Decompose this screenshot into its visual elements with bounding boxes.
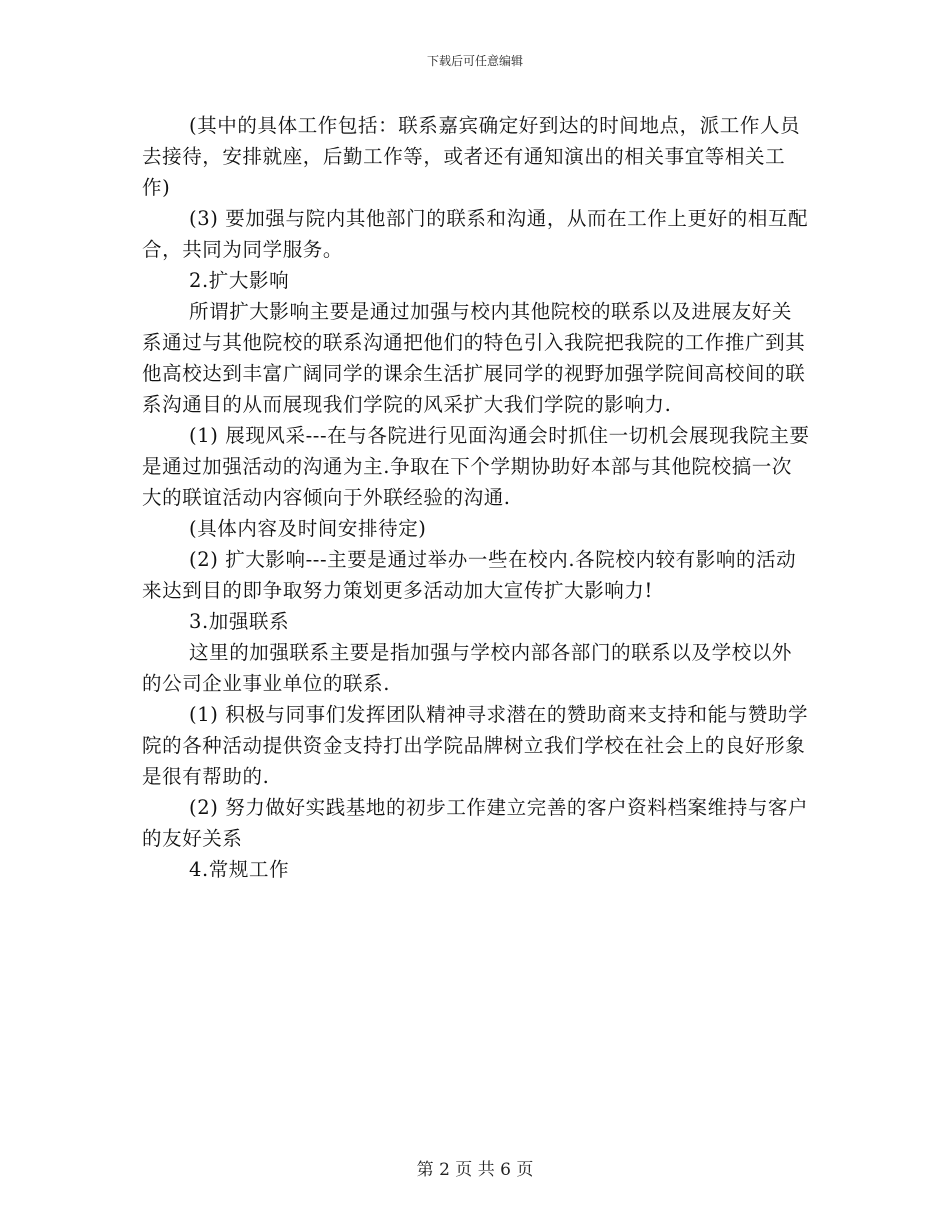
paragraph-item-1-sponsors: (1) 积极与同事们发挥团队精神寻求潜在的赞助商来支持和能与赞助学院的各种活动提供资金支持打出学院品牌树立我们学校在社会上的良好形象是很有帮助的. <box>142 703 809 788</box>
paragraph-item-2-influence: (2) 扩大影响---主要是通过举办一些在校内.各院校内较有影响的活动来达到目的即争取努力策划更多活动加大宣传扩大影响力! <box>142 548 797 602</box>
section-heading-2: 2.扩大影响 <box>189 269 290 292</box>
paragraph-contact-intro: 这里的加强联系主要是指加强与学校内部各部门的联系以及学校以外的公司企业事业单位的联系. <box>142 641 793 695</box>
paragraph-influence-intro: 所谓扩大影响主要是通过加强与校内其他院校的联系以及进展友好关系通过与其他院校的联系沟通把他们的特色引入我院把我院的工作推广到其他高校达到丰富广阔同学的课余生活扩展同学的视野加强学院间高校间的联系沟通目的从而展现我们学院的风采扩大我们学院的影响力. <box>142 300 806 416</box>
page-footer: 第 2 页 共 6 页 <box>416 1160 534 1180</box>
document-body <box>142 110 810 885</box>
paragraph-item-3-cooperation: (3) 要加强与院内其他部门的联系和沟通，从而在工作上更好的相互配合，共同为同学服务。 <box>142 207 809 261</box>
section-heading-4: 4.常规工作 <box>189 858 290 881</box>
paragraph-details-pending: (具体内容及时间安排待定) <box>189 517 427 540</box>
paragraph-item-1-showcase: (1) 展现风采---在与各院进行见面沟通会时抓住一切机会展现我院主要是通过加强活动的沟通为主.争取在下个学期协助好本部与其他院校搞一次大的联谊活动内容倾向于外联经验的沟通. <box>142 424 810 509</box>
paragraph-item-2-practice-base: (2) 努力做好实践基地的初步工作建立完善的客户资料档案维持与客户的友好关系 <box>142 796 809 850</box>
section-heading-3: 3.加强联系 <box>189 610 290 633</box>
paragraph-work-details: (其中的具体工作包括：联系嘉宾确定好到达的时间地点，派工作人员去接待，安排就座，后勤工作等，或者还有通知演出的相关事宜等相关工作) <box>142 114 801 199</box>
page-header: 下载后可任意编辑 <box>426 54 523 68</box>
